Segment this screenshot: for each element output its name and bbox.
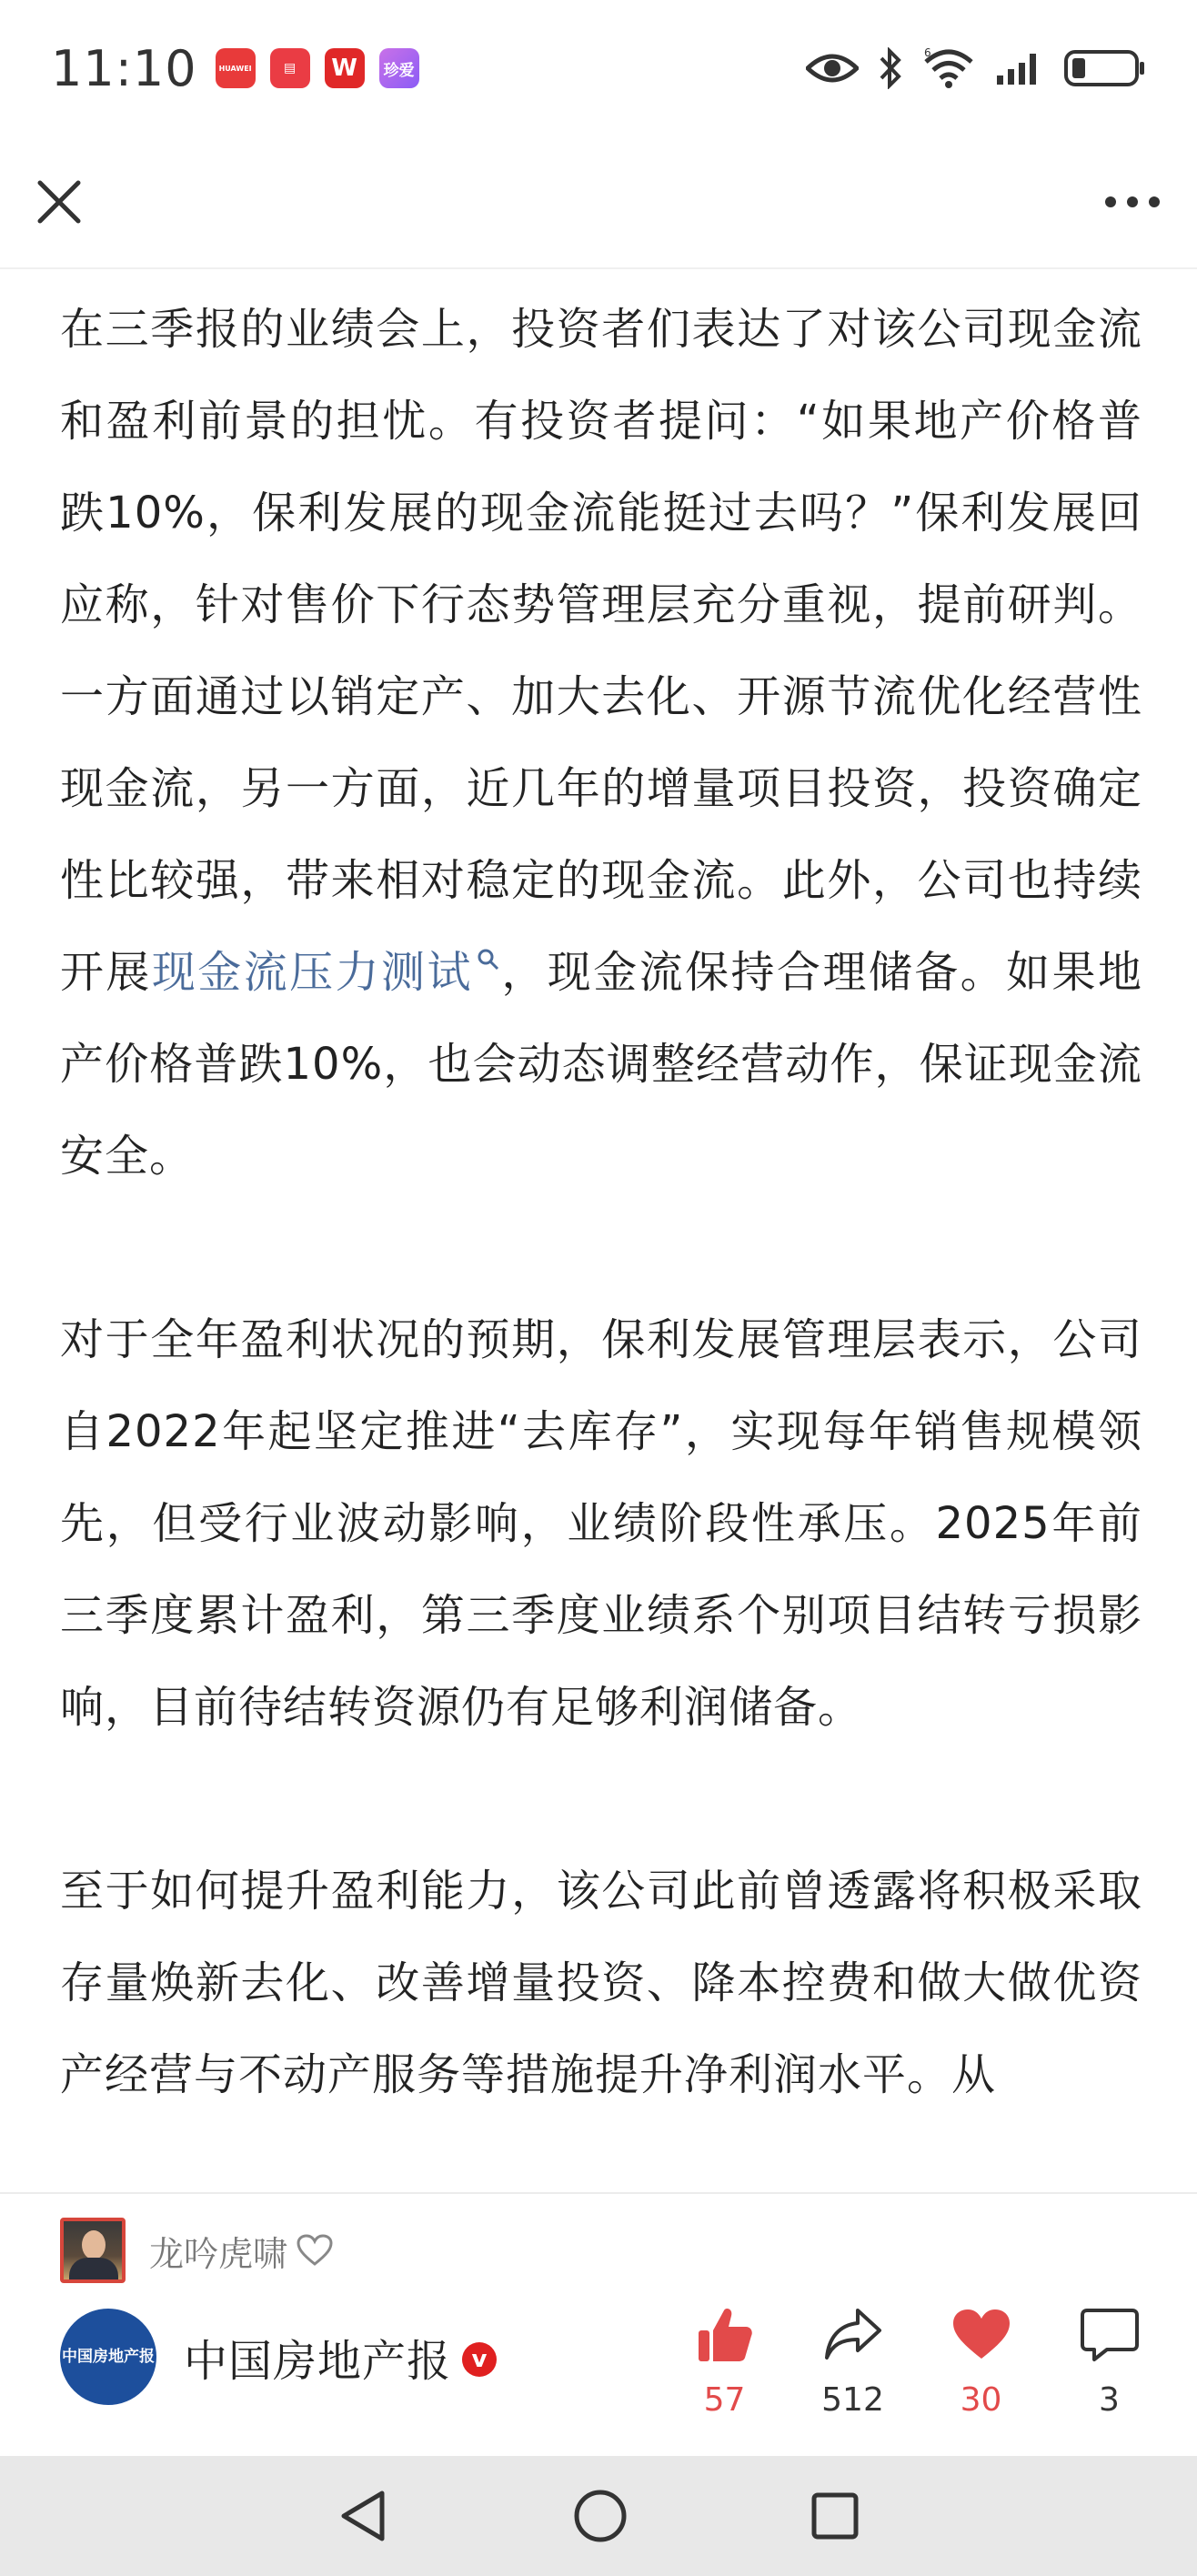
eye-icon [806, 50, 859, 86]
comment-bubble-icon[interactable] [1080, 2307, 1140, 2363]
comment-button[interactable] [1045, 2301, 1173, 2419]
recent-apps-icon[interactable] [810, 2490, 860, 2541]
top-nav-bar [0, 136, 1197, 269]
author-row[interactable] [60, 2218, 333, 2283]
article-paragraph: 至于如何提升盈利能力，该公司此前曾透露将积极采取存量焕新去化、改善增量投资、降本控费和做大做优资产经营与不动产服务等措施提升净利润水平。从 [60, 1866, 1142, 2100]
article-body [60, 284, 1142, 2213]
thumbs-up-icon[interactable] [695, 2305, 755, 2365]
bottom-action-panel [0, 2192, 1197, 2456]
share-count: 512 [821, 2381, 884, 2419]
battery-icon [1064, 48, 1146, 88]
article-paragraph: 对于全年盈利状况的预期，保利发展管理层表示，公司自2022年起坚定推进“去库存”，实现每年销售规模领先，但受行业波动影响，业绩阶段性承压。2025年前三季度累计盈利，第三季度业绩系个别项目结转亏损影响，目前待结转资源仍有足够利润储备。 [60, 1314, 1142, 1733]
system-navigation-bar [0, 2456, 1197, 2576]
keyword-link-text[interactable]: 现金流压力测试 [151, 947, 473, 998]
favorite-button[interactable] [917, 2301, 1045, 2419]
share-button[interactable] [789, 2301, 917, 2419]
wifi-icon [922, 47, 975, 89]
status-time: 11:10 [51, 39, 197, 97]
publisher-row [60, 2307, 1152, 2419]
status-indicators [806, 47, 1146, 89]
verified-badge: v [462, 2342, 497, 2377]
paragraph-text: ，现金流保持合理储备。如果地产价格普跌10%，也会动态调整经营动作，保证现金流安全。 [60, 947, 1142, 1182]
action-buttons [660, 2301, 1173, 2419]
paragraph-text: 在三季报的业绩会上，投资者们表达了对该公司现金流和盈利前景的担忧。有投资者提问：“如果地产价格普跌10%，保利发展的现金流能挺过去吗？”保利发展回应称，针对售价下行态势管理层充分重视，提前研判。一方面通过以销定产、加大去化、开源节流优化经营性现金流，另一方面，近几年的增量项目投资，投资确定性比较强，带来相对稳定的现金流。此外，公司也持续开展 [60, 304, 1142, 998]
status-bar [0, 0, 1197, 136]
more-options-icon[interactable] [1102, 193, 1162, 211]
publisher-name[interactable]: 中国房地产报 [184, 2335, 452, 2387]
follow-heart-icon[interactable] [297, 2234, 333, 2267]
publisher-logo[interactable] [60, 2309, 156, 2405]
heart-icon[interactable] [951, 2308, 1011, 2362]
svg-text:6: 6 [924, 47, 931, 59]
author-name[interactable]: 龙吟虎啸 [149, 2233, 288, 2274]
book-app-icon: ▤ [270, 48, 310, 88]
zhenai-app-icon: 珍爱 [379, 48, 419, 88]
huawei-app-icon: HUAWEI [216, 48, 256, 88]
like-button[interactable] [660, 2301, 789, 2419]
favorite-count: 30 [960, 2381, 1002, 2419]
author-avatar[interactable] [60, 2218, 126, 2283]
bluetooth-icon [879, 47, 902, 89]
close-icon[interactable] [33, 176, 86, 228]
publisher-logo-text: 中国房地产报 [62, 2348, 155, 2366]
search-icon[interactable] [477, 948, 500, 971]
wps-app-icon: W [325, 48, 365, 88]
like-count: 57 [703, 2381, 746, 2419]
article-paragraph [60, 284, 1142, 1202]
share-arrow-icon[interactable] [823, 2307, 883, 2363]
notification-app-icons [216, 48, 419, 88]
home-icon[interactable] [572, 2488, 629, 2544]
signal-icon [995, 50, 1044, 86]
keyword-search-link[interactable] [152, 947, 500, 998]
back-icon[interactable] [337, 2488, 391, 2544]
comment-count: 3 [1099, 2381, 1120, 2419]
